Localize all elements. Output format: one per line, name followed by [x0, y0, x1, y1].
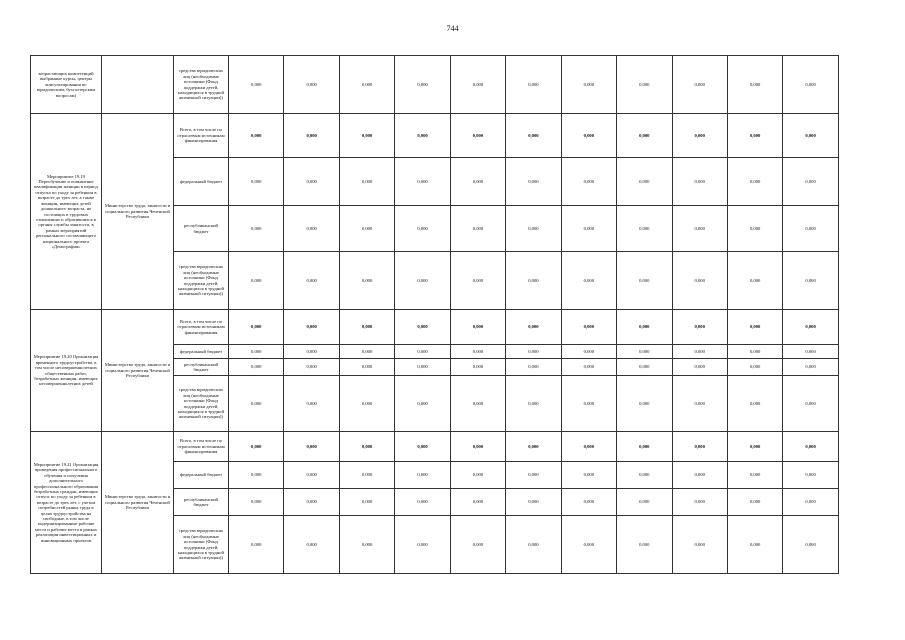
event-description: Мероприятие 19.19 Переобучение и повышение квалификации женщин в период отпуска по уходу за ребенком в возрасте до трех лет, а также женщин, имеющих детей дошкольного возраста, не состоящих в трудовых отношениях и обратившихся в органы службы занятости, в рамках мероприятий регионального составляющего национального проекта «Демография»: [31, 114, 102, 310]
value-cell: 0,000: [561, 252, 616, 310]
value-cell: 0,000: [229, 462, 284, 489]
value-cell: 0,000: [506, 432, 561, 462]
value-cell: 0,000: [450, 516, 505, 574]
value-cell: 0,000: [339, 462, 394, 489]
value-cell: 0,000: [561, 432, 616, 462]
value-cell: 0,000: [229, 489, 284, 516]
table-row: [31, 432, 839, 462]
value-cell: 0,000: [672, 489, 727, 516]
value-cell: 0,000: [561, 114, 616, 158]
table-row: [31, 114, 839, 158]
value-cell: 0,000: [450, 252, 505, 310]
value-cell: 0,000: [450, 206, 505, 252]
value-cell: 0,000: [339, 114, 394, 158]
value-cell: 0,000: [284, 310, 339, 345]
value-cell: 0,000: [506, 376, 561, 432]
value-cell: 0,000: [672, 206, 727, 252]
event-description: Мероприятие 19.20 Организация временного трудоустройства, в том числе несовершеннолетних общественных работ, безработных женщин, имеющих несовершеннолетних детей: [31, 310, 102, 432]
value-cell: 0,000: [561, 158, 616, 206]
value-cell: 0,000: [395, 376, 450, 432]
value-cell: 0,000: [783, 516, 838, 574]
budget-table: [30, 55, 839, 574]
value-cell: 0,000: [395, 489, 450, 516]
value-cell: 0,000: [229, 114, 284, 158]
value-cell: 0,000: [783, 158, 838, 206]
funding-source: Всего, в том числе по отраслевым источникам финансирования: [174, 432, 229, 462]
value-cell: 0,000: [284, 114, 339, 158]
value-cell: 0,000: [672, 376, 727, 432]
value-cell: 0,000: [450, 359, 505, 376]
value-cell: 0,000: [450, 56, 505, 114]
value-cell: 0,000: [727, 345, 782, 359]
value-cell: 0,000: [727, 158, 782, 206]
value-cell: 0,000: [672, 56, 727, 114]
value-cell: 0,000: [395, 158, 450, 206]
value-cell: 0,000: [506, 345, 561, 359]
value-cell: 0,000: [229, 432, 284, 462]
value-cell: 0,000: [395, 114, 450, 158]
value-cell: 0,000: [450, 489, 505, 516]
value-cell: 0,000: [229, 56, 284, 114]
value-cell: 0,000: [506, 489, 561, 516]
value-cell: 0,000: [672, 462, 727, 489]
value-cell: 0,000: [727, 359, 782, 376]
funding-source: средства юридических лиц (необходимые источники (Фонд поддержки детей, находящихся в трудной жизненной ситуации)): [174, 252, 229, 310]
value-cell: 0,000: [783, 252, 838, 310]
event-description: Мероприятие 19.21 Организация проведения профессионального обучения и получения дополнительного профессионального образования безработных граждан, имеющих отпуск по уходу за ребенком в возрасте до трех лет, с учетом потребностей рынка труда в целях трудоустройства на свободные, в том числе модернизированные рабочие места и рабочие места в рамках реализации инвестиционных и инновационных проектов: [31, 432, 102, 574]
value-cell: 0,000: [284, 376, 339, 432]
event-description: возрастающих компетенций выбранные курсы, центры консультирования по юридическим, бухгалтерским вопросам): [31, 56, 102, 114]
value-cell: 0,000: [506, 158, 561, 206]
value-cell: 0,000: [506, 310, 561, 345]
value-cell: 0,000: [617, 252, 672, 310]
value-cell: 0,000: [395, 432, 450, 462]
value-cell: 0,000: [229, 206, 284, 252]
value-cell: 0,000: [506, 114, 561, 158]
value-cell: 0,000: [561, 56, 616, 114]
value-cell: 0,000: [506, 516, 561, 574]
value-cell: 0,000: [229, 158, 284, 206]
value-cell: 0,000: [229, 516, 284, 574]
page-number: 744: [446, 24, 459, 33]
value-cell: 0,000: [617, 489, 672, 516]
value-cell: 0,000: [284, 158, 339, 206]
value-cell: 0,000: [672, 432, 727, 462]
value-cell: 0,000: [339, 489, 394, 516]
funding-source: федеральный бюджет: [174, 462, 229, 489]
value-cell: 0,000: [284, 56, 339, 114]
funding-source: республиканский бюджет: [174, 359, 229, 376]
value-cell: 0,000: [395, 56, 450, 114]
value-cell: 0,000: [561, 359, 616, 376]
value-cell: 0,000: [672, 252, 727, 310]
value-cell: 0,000: [783, 462, 838, 489]
value-cell: 0,000: [395, 359, 450, 376]
executor-cell: Министерство труда, занятости и социального развития Чеченской Республики: [102, 114, 174, 310]
value-cell: 0,000: [783, 345, 838, 359]
value-cell: 0,000: [395, 310, 450, 345]
value-cell: 0,000: [284, 432, 339, 462]
value-cell: 0,000: [229, 359, 284, 376]
value-cell: 0,000: [727, 206, 782, 252]
value-cell: 0,000: [339, 158, 394, 206]
executor-cell: Министерство труда, занятости и социального развития Чеченской Республики: [102, 432, 174, 574]
value-cell: 0,000: [450, 376, 505, 432]
value-cell: 0,000: [339, 206, 394, 252]
value-cell: 0,000: [783, 114, 838, 158]
value-cell: 0,000: [561, 462, 616, 489]
value-cell: 0,000: [727, 516, 782, 574]
value-cell: 0,000: [672, 345, 727, 359]
value-cell: 0,000: [284, 489, 339, 516]
value-cell: 0,000: [450, 345, 505, 359]
value-cell: 0,000: [229, 345, 284, 359]
value-cell: 0,000: [617, 56, 672, 114]
value-cell: 0,000: [617, 462, 672, 489]
value-cell: 0,000: [561, 489, 616, 516]
value-cell: 0,000: [506, 252, 561, 310]
value-cell: 0,000: [506, 206, 561, 252]
value-cell: 0,000: [783, 376, 838, 432]
funding-source: федеральный бюджет: [174, 345, 229, 359]
value-cell: 0,000: [727, 432, 782, 462]
funding-source: республиканский бюджет: [174, 206, 229, 252]
value-cell: 0,000: [229, 376, 284, 432]
value-cell: 0,000: [284, 516, 339, 574]
value-cell: 0,000: [617, 345, 672, 359]
funding-source: республиканский бюджет: [174, 489, 229, 516]
value-cell: 0,000: [339, 432, 394, 462]
value-cell: 0,000: [339, 516, 394, 574]
value-cell: 0,000: [506, 359, 561, 376]
funding-source: средства юридических лиц (необходимые источники (Фонд поддержки детей, находящихся в трудной жизненной ситуации)): [174, 516, 229, 574]
value-cell: 0,000: [727, 310, 782, 345]
value-cell: 0,000: [727, 114, 782, 158]
value-cell: 0,000: [727, 376, 782, 432]
value-cell: 0,000: [450, 158, 505, 206]
value-cell: 0,000: [672, 516, 727, 574]
value-cell: 0,000: [284, 345, 339, 359]
value-cell: 0,000: [339, 56, 394, 114]
value-cell: 0,000: [727, 56, 782, 114]
funding-source: Всего, в том числе по отраслевым источникам финансирования: [174, 114, 229, 158]
value-cell: 0,000: [617, 376, 672, 432]
value-cell: 0,000: [395, 206, 450, 252]
value-cell: 0,000: [561, 516, 616, 574]
value-cell: 0,000: [229, 252, 284, 310]
value-cell: 0,000: [783, 489, 838, 516]
value-cell: 0,000: [339, 359, 394, 376]
table-row: [31, 310, 839, 345]
value-cell: 0,000: [617, 114, 672, 158]
value-cell: 0,000: [339, 345, 394, 359]
funding-source: средства юридических лиц (необходимые источники (Фонд поддержки детей, находящихся в трудной жизненной ситуации)): [174, 376, 229, 432]
funding-source: федеральный бюджет: [174, 158, 229, 206]
value-cell: 0,000: [727, 462, 782, 489]
value-cell: 0,000: [450, 432, 505, 462]
value-cell: 0,000: [339, 310, 394, 345]
value-cell: 0,000: [284, 252, 339, 310]
value-cell: 0,000: [284, 462, 339, 489]
value-cell: 0,000: [672, 359, 727, 376]
funding-source: средства юридических лиц (необходимые источники (Фонд поддержки детей, находящихся в трудной жизненной ситуации)): [174, 56, 229, 114]
value-cell: 0,000: [395, 516, 450, 574]
value-cell: 0,000: [506, 56, 561, 114]
value-cell: 0,000: [617, 310, 672, 345]
value-cell: 0,000: [672, 158, 727, 206]
value-cell: 0,000: [561, 206, 616, 252]
value-cell: 0,000: [395, 462, 450, 489]
table-row: [31, 56, 839, 114]
value-cell: 0,000: [727, 489, 782, 516]
value-cell: 0,000: [783, 206, 838, 252]
value-cell: 0,000: [561, 376, 616, 432]
value-cell: 0,000: [284, 206, 339, 252]
value-cell: 0,000: [727, 252, 782, 310]
value-cell: 0,000: [506, 462, 561, 489]
value-cell: 0,000: [339, 376, 394, 432]
value-cell: 0,000: [339, 252, 394, 310]
value-cell: 0,000: [617, 359, 672, 376]
value-cell: 0,000: [783, 310, 838, 345]
value-cell: 0,000: [284, 359, 339, 376]
value-cell: 0,000: [783, 432, 838, 462]
value-cell: 0,000: [783, 56, 838, 114]
value-cell: 0,000: [450, 114, 505, 158]
value-cell: 0,000: [617, 158, 672, 206]
value-cell: 0,000: [450, 310, 505, 345]
funding-source: Всего, в том числе по отраслевым источникам финансирования: [174, 310, 229, 345]
value-cell: 0,000: [672, 114, 727, 158]
value-cell: 0,000: [450, 462, 505, 489]
value-cell: 0,000: [395, 345, 450, 359]
value-cell: 0,000: [561, 310, 616, 345]
value-cell: 0,000: [229, 310, 284, 345]
executor-cell: Министерство труда, занятости и социального развития Чеченской Республики: [102, 310, 174, 432]
executor-cell: [102, 56, 174, 114]
value-cell: 0,000: [617, 516, 672, 574]
value-cell: 0,000: [672, 310, 727, 345]
value-cell: 0,000: [617, 432, 672, 462]
value-cell: 0,000: [561, 345, 616, 359]
value-cell: 0,000: [783, 359, 838, 376]
value-cell: 0,000: [617, 206, 672, 252]
value-cell: 0,000: [395, 252, 450, 310]
